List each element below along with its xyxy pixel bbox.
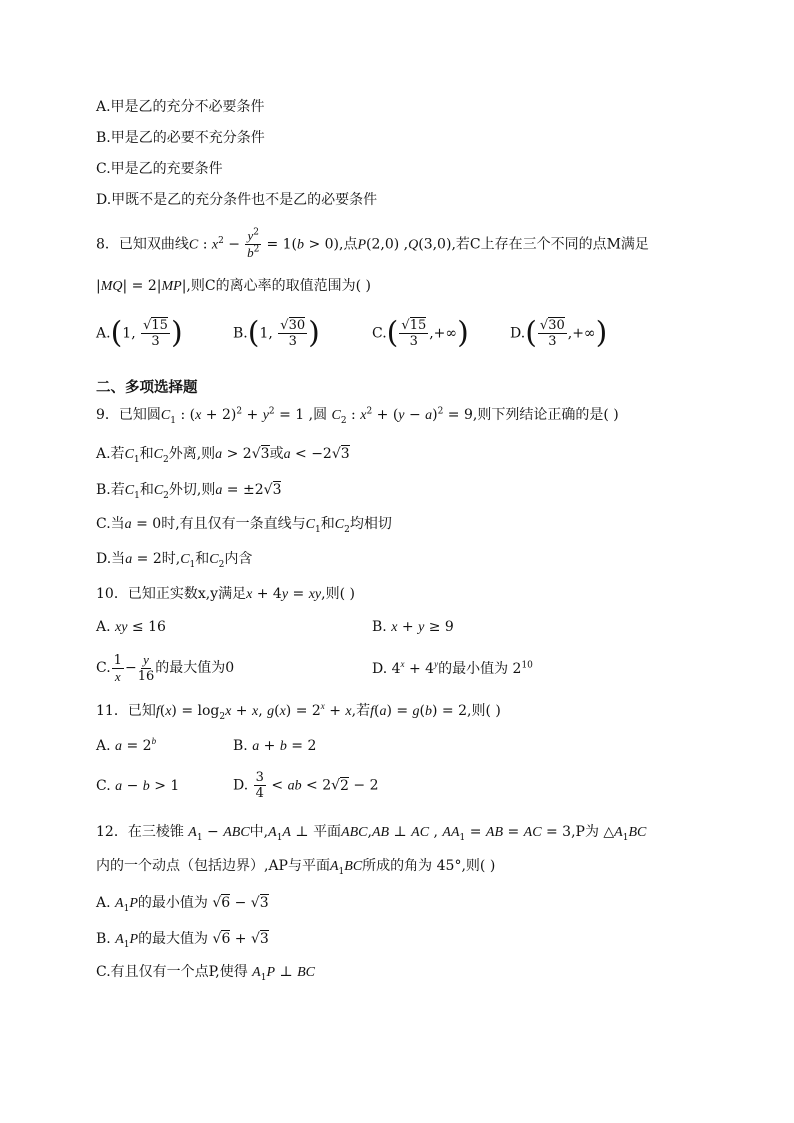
q10-stem: 10．已知正实数x,y满足x + 4y = xy,则( ) [96, 586, 355, 602]
q10-option-a: A. xy ≤ 16 [96, 619, 166, 635]
q10-option-c: C. $\frac{1}{x}$ − $\frac{y}{16}$ 的最大值为0 [96, 652, 235, 684]
section-heading: 二、多项选择题 [96, 380, 198, 396]
q7-option-d: D.甲既不是乙的充分条件也不是乙的必要条件 [96, 192, 378, 208]
q12-option-b: B. $A_1P$的最大值为 √6 + √3 [96, 931, 269, 950]
q11-option-b: B. a + b = 2 [233, 738, 317, 754]
q7-option-b: B.甲是乙的必要不充分条件 [96, 130, 265, 146]
q8-stem-line2: |MQ| = 2|MP|,则C的离心率的取值范围为( ) [96, 278, 371, 294]
q12-option-c: C.有且仅有一个点P,使得 $A_1P$ ⊥ BC [96, 964, 315, 983]
q7-option-c: C.甲是乙的充要条件 [96, 161, 223, 177]
q11-option-d: D. $\frac{3}{4}$ < ab < 2√2 − 2 [233, 770, 379, 801]
q9-option-d: D.当a = 2时$,C_1$和$C_2$内含 [96, 551, 253, 570]
q8-option-b: B.(1, $\frac{√30}{3}$ ) [233, 315, 320, 351]
q11-stem: 11．已知$f(x) = \log_2x + x$, $g(x) = 2^x + x$,若f(a) = g(b) = 2,则( ) [96, 701, 501, 722]
q8-option-c: C.( $\frac{√15}{3}$ ,+∞) [372, 315, 469, 351]
q11-option-c: C. a − b > 1 [96, 778, 180, 794]
q8-stem: 8．已知双曲线C : $x^2$ − $\frac{y^2}{b^2}$ = 1(b > 0),点P(2,0) ,Q(3,0),若C上存在三个不同的点M满足 [96, 227, 649, 260]
q12-stem-line2: 内的一个动点（包括边界）,AP与平面$A_1BC$所成的角为 45°,则( ) [96, 858, 496, 877]
q9-stem: 9．已知圆$C_1$ : $(x + 2)^2 + y^2 = 1$ ,圆 $C_2$ : $x^2 + (y - a)^2 = 9$,则下列结论正确的是( ) [96, 406, 619, 426]
q11-option-a: A. $a = 2^b$ [96, 736, 157, 754]
q8-option-d: D.( $\frac{√30}{3}$ ,+∞) [510, 315, 608, 351]
q9-option-b: B.若$C_1$和$C_2$外切,则a = ±2√3 [96, 482, 282, 501]
q8-option-a: A.(1, $\frac{√15}{3}$ ) [96, 315, 183, 351]
q9-option-a: A.若$C_1$和$C_2$外离,则a > 2√3或a < −2√3 [96, 446, 350, 465]
q9-option-c: C.当a = 0时,有且仅有一条直线与$C_1$和$C_2$均相切 [96, 516, 392, 535]
q10-option-b: B. x + y ≥ 9 [372, 619, 454, 635]
q12-option-a: A. $A_1P$的最小值为 √6 − √3 [96, 895, 269, 914]
q12-stem: 12．在三棱锥 $A_1$ − ABC中$,A_1A$ ⊥ 平面ABC,AB ⊥ AC , $AA_1$ = AB = AC = 3,P为 $\triangle A_1BC$ [96, 824, 647, 843]
q10-option-d: D. $4^x + 4^y$的最小值为 $2^{10}$ [372, 659, 533, 677]
q7-option-a: A.甲是乙的充分不必要条件 [96, 99, 265, 115]
